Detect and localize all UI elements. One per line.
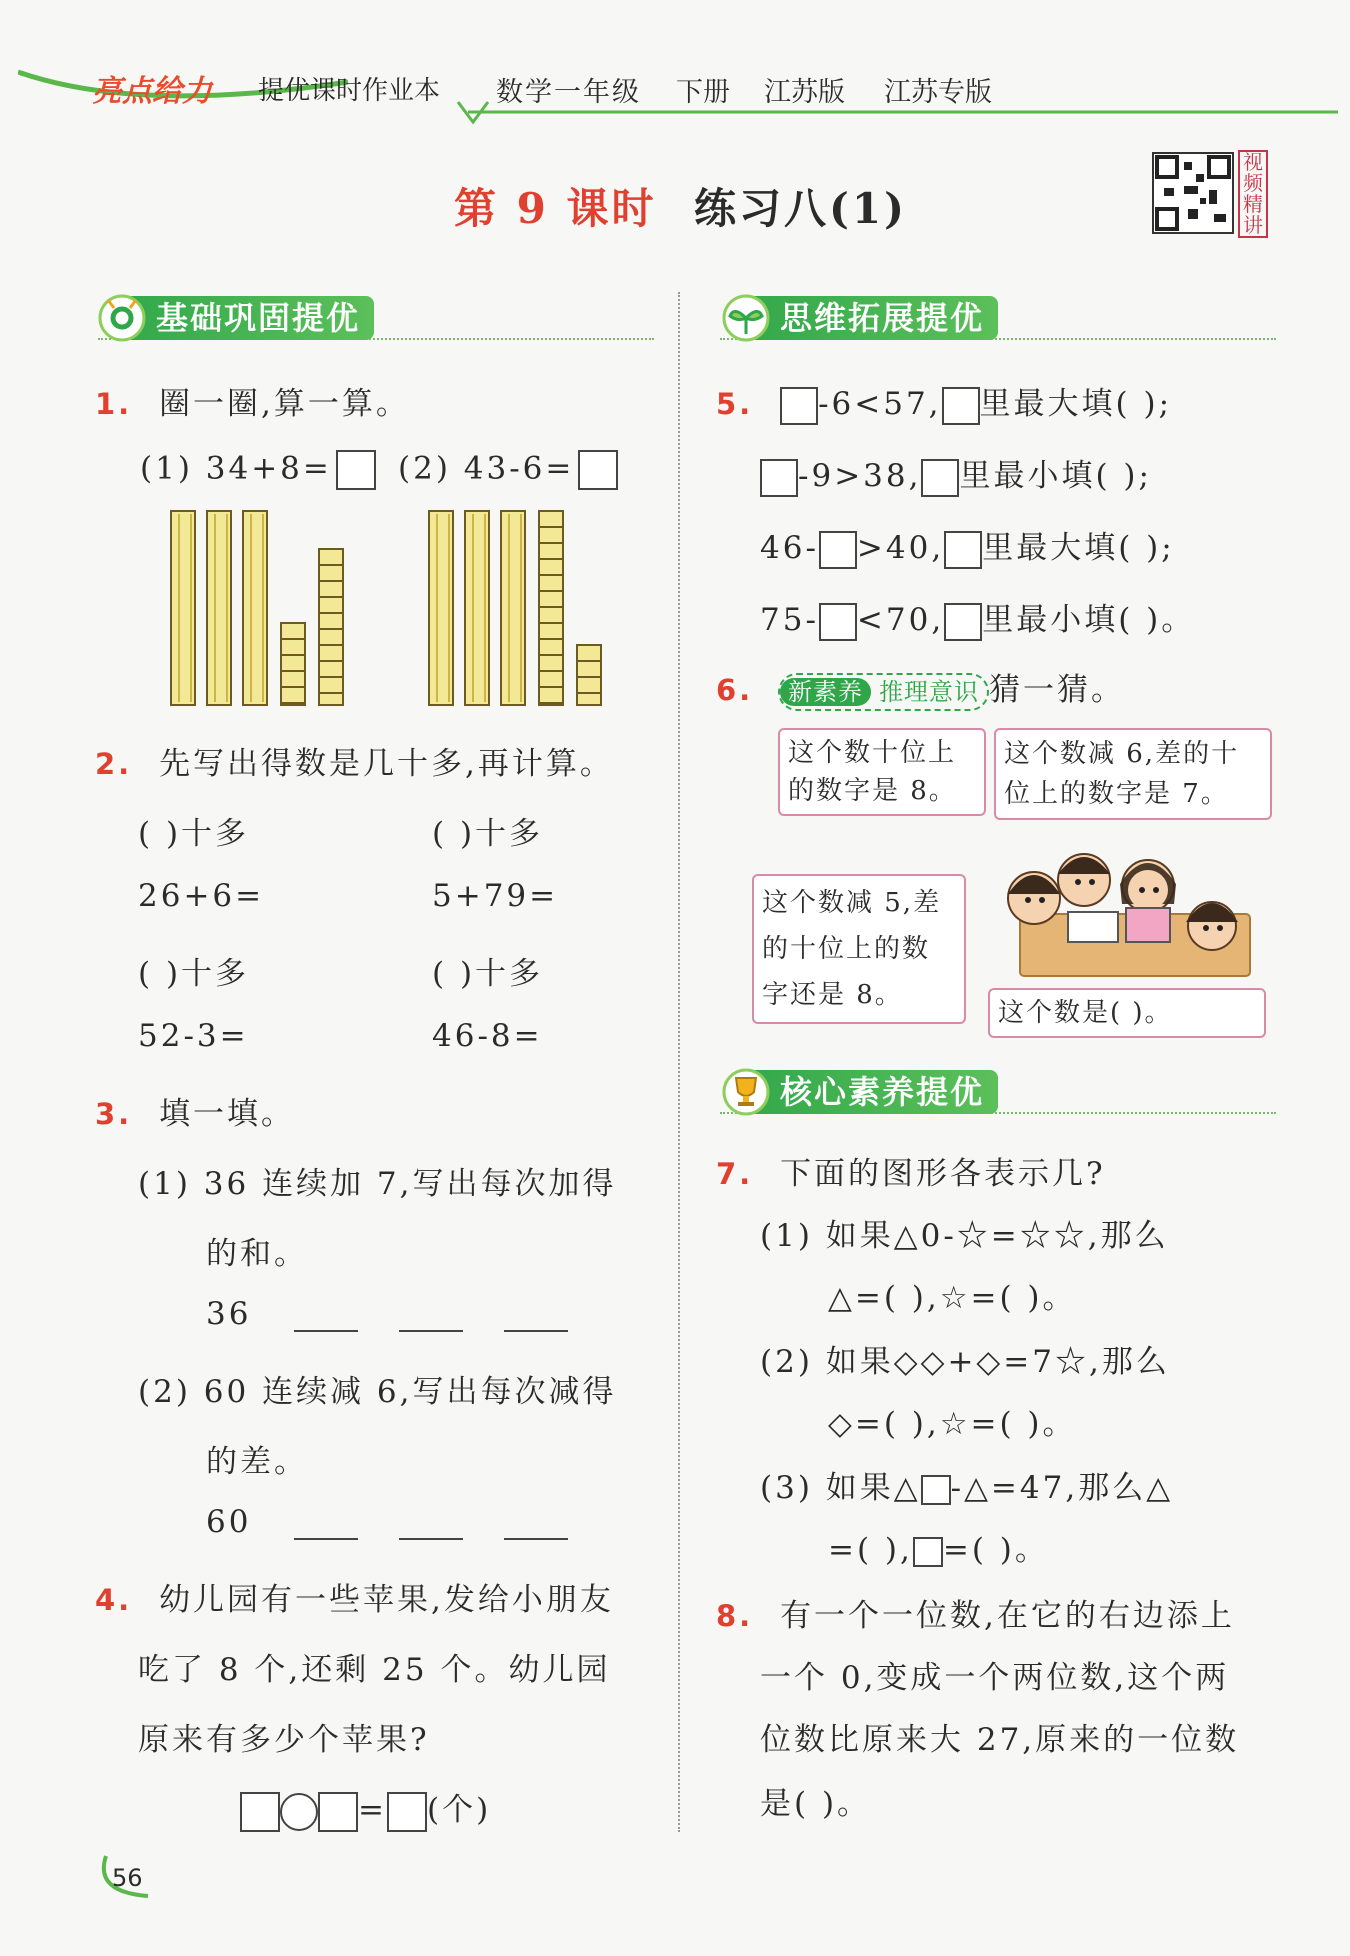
q5-row2-cond: -9>38, bbox=[798, 458, 922, 494]
q5-row1-box2[interactable] bbox=[942, 387, 980, 425]
q5-row3-pre: 46- bbox=[760, 530, 819, 566]
q4-box-2[interactable] bbox=[318, 1792, 358, 1832]
q6-answer-bubble[interactable]: 这个数是( )。 bbox=[988, 988, 1266, 1038]
q7-part3-triangle: =( ), bbox=[828, 1532, 913, 1568]
q5-row3-box[interactable] bbox=[819, 531, 857, 569]
q2-expr-3: 52-3= bbox=[138, 1018, 249, 1054]
section-core-header bbox=[724, 1070, 998, 1114]
q2 bbox=[95, 738, 614, 783]
children-reading-illustration bbox=[976, 834, 1266, 982]
q5-row2-box[interactable] bbox=[760, 459, 798, 497]
column-divider bbox=[678, 292, 680, 1832]
q7-part3-square: =( )。 bbox=[942, 1532, 1049, 1568]
unit-cubes-4 bbox=[280, 622, 306, 706]
section-thinking-header bbox=[724, 296, 998, 340]
q3-seq2-blank[interactable] bbox=[504, 1538, 568, 1540]
q3-seq2-blank[interactable] bbox=[294, 1538, 358, 1540]
q5-row2 bbox=[760, 450, 1152, 497]
q2-number: 2. bbox=[95, 747, 133, 781]
q2-tens-1: ( )十多 bbox=[138, 816, 250, 852]
q4-number: 4. bbox=[95, 1583, 133, 1617]
q4-unit: (个) bbox=[426, 1792, 492, 1828]
q5-row1 bbox=[716, 378, 1172, 425]
section-basic-title: 基础巩固提优 bbox=[100, 296, 374, 340]
q5-row3 bbox=[760, 522, 1175, 569]
q5-row4-ask: 里最小填( )。 bbox=[982, 602, 1196, 638]
ten-rod bbox=[242, 510, 268, 706]
q8-line4: 是( )。 bbox=[760, 1786, 872, 1822]
q7-square-symbol bbox=[913, 1537, 943, 1567]
q1-part2-text: (2) 43-6= bbox=[398, 450, 575, 487]
q4 bbox=[95, 1574, 614, 1619]
q4-line1: 幼儿园有一些苹果,发给小朋友 bbox=[159, 1582, 614, 1618]
q1-part1-text: (1) 34+8= bbox=[140, 450, 332, 487]
q8-line3: 位数比原来大 27,原来的一位数 bbox=[760, 1722, 1240, 1758]
q4-operator-circle[interactable] bbox=[280, 1793, 318, 1831]
ten-rod bbox=[464, 510, 490, 706]
q7-part2-line2: ◇=( ),☆=( )。 bbox=[828, 1406, 1077, 1442]
q7-part1-line1: (1) 如果△0-☆=☆☆,那么 bbox=[760, 1218, 1169, 1254]
q5-number: 5. bbox=[716, 387, 754, 421]
q3-seq2 bbox=[206, 1504, 578, 1540]
q5-row4-box2[interactable] bbox=[944, 603, 982, 641]
q2-tens-4: ( )十多 bbox=[432, 956, 544, 992]
trophy-icon bbox=[718, 1064, 774, 1120]
unit-cubes-8 bbox=[318, 548, 344, 706]
q1-number: 1. bbox=[95, 387, 133, 421]
q6-tag-box bbox=[778, 673, 989, 711]
q2-expr-2: 5+79= bbox=[432, 878, 559, 914]
q3-seq1 bbox=[206, 1296, 578, 1332]
q4-line3: 原来有多少个苹果? bbox=[138, 1722, 430, 1758]
unit-cubes-3 bbox=[576, 644, 602, 706]
q4-equals: = bbox=[358, 1792, 387, 1828]
q1-title: 圈一圈,算一算。 bbox=[159, 386, 410, 422]
q2-title: 先写出得数是几十多,再计算。 bbox=[159, 746, 614, 782]
q1-part1 bbox=[140, 450, 376, 490]
q3-part2-line1: (2) 60 连续减 6,写出每次减得 bbox=[138, 1374, 617, 1410]
q6-bubble-3: 这个数减 5,差的十位上的数字还是 8。 bbox=[752, 874, 966, 1024]
gear-leaf-icon bbox=[94, 290, 150, 346]
qr-label: 视频精讲 bbox=[1238, 150, 1268, 238]
q7-part2-line1: (2) 如果◇◇+◇=7☆,那么 bbox=[760, 1344, 1170, 1380]
q5-row2-ask: 里最小填( ); bbox=[959, 458, 1152, 494]
section-thinking-title: 思维拓展提优 bbox=[724, 296, 998, 340]
header-edition: 江苏版 bbox=[764, 77, 845, 108]
q4-box-3[interactable] bbox=[387, 1792, 427, 1832]
header-volume: 下册 bbox=[676, 77, 730, 108]
q7-part3-line1 bbox=[760, 1462, 1173, 1507]
q1-part2 bbox=[398, 450, 618, 490]
q6-tag-reasoning: 推理意识 bbox=[879, 677, 980, 706]
q5-row1-ask: 里最大填( ); bbox=[979, 386, 1173, 422]
q5-row3-cond: >40, bbox=[856, 530, 945, 566]
q6-number: 6. bbox=[716, 673, 754, 707]
q3-title: 填一填。 bbox=[159, 1096, 296, 1132]
q7-part3-line2 bbox=[828, 1524, 1049, 1569]
ten-rod bbox=[206, 510, 232, 706]
q5-row4 bbox=[760, 594, 1195, 641]
q4-equation bbox=[240, 1784, 491, 1832]
q1 bbox=[95, 378, 410, 423]
q5-row1-cond: -6<57, bbox=[818, 386, 942, 422]
q5-row4-box[interactable] bbox=[819, 603, 857, 641]
q7-number: 7. bbox=[716, 1157, 754, 1191]
q3-seq1-blank[interactable] bbox=[504, 1330, 568, 1332]
q3-seq1-blank[interactable] bbox=[399, 1330, 463, 1332]
qr-code[interactable] bbox=[1152, 152, 1234, 234]
q7 bbox=[716, 1148, 1106, 1193]
q2-expr-1: 26+6= bbox=[138, 878, 265, 914]
sprout-icon bbox=[718, 290, 774, 346]
q3-number: 3. bbox=[95, 1097, 133, 1131]
page-title: 练习八(1) bbox=[694, 184, 907, 233]
q7-part1-line2: △=( ),☆=( )。 bbox=[828, 1280, 1077, 1316]
q3-seq1-start: 36 bbox=[206, 1296, 252, 1332]
q3-seq2-blank[interactable] bbox=[399, 1538, 463, 1540]
q7-title: 下面的图形各表示几? bbox=[780, 1156, 1106, 1192]
header-special: 江苏专版 bbox=[884, 77, 992, 108]
q6-tag-new: 新素养 bbox=[780, 678, 871, 706]
q3-part1-line2: 的和。 bbox=[206, 1236, 308, 1272]
q6 bbox=[716, 664, 1125, 711]
q3 bbox=[95, 1088, 295, 1133]
header-grade: 数学一年级 bbox=[496, 77, 641, 108]
q8-number: 8. bbox=[716, 1599, 754, 1633]
q5-row4-pre: 75- bbox=[760, 602, 819, 638]
q3-seq2-start: 60 bbox=[206, 1504, 252, 1540]
q8-line2: 一个 0,变成一个两位数,这个两 bbox=[760, 1660, 1230, 1696]
q5-row4-cond: <70, bbox=[856, 602, 945, 638]
q7-square-symbol bbox=[921, 1475, 951, 1505]
q7-part3-post: -△=47,那么△ bbox=[950, 1470, 1174, 1506]
q5-row3-ask: 里最大填( ); bbox=[982, 530, 1175, 566]
q3-seq1-blank[interactable] bbox=[294, 1330, 358, 1332]
ten-rod bbox=[428, 510, 454, 706]
q3-part1-line1: (1) 36 连续加 7,写出每次加得 bbox=[138, 1166, 617, 1202]
lesson-number: 第 9 课时 bbox=[454, 184, 657, 233]
unit-cubes-10 bbox=[538, 510, 564, 706]
page-number: 56 bbox=[112, 1864, 143, 1892]
qr-code-icon bbox=[1154, 154, 1232, 232]
q3-part2-line2: 的差。 bbox=[206, 1444, 308, 1480]
series-name: 提优课时作业本 bbox=[258, 76, 441, 106]
q6-title: 猜一猜。 bbox=[989, 672, 1126, 708]
q2-expr-4: 46-8= bbox=[432, 1018, 543, 1054]
q4-line2: 吃了 8 个,还剩 25 个。幼儿园 bbox=[138, 1652, 611, 1688]
section-basic-header bbox=[100, 296, 374, 340]
q8-line1: 有一个一位数,在它的右边添上 bbox=[780, 1598, 1235, 1634]
q5-row2-box2[interactable] bbox=[921, 459, 959, 497]
header bbox=[0, 40, 1350, 120]
q7-part3-pre: (3) 如果△ bbox=[760, 1470, 921, 1506]
ten-rod bbox=[500, 510, 526, 706]
q6-bubble-1: 这个数十位上的数字是 8。 bbox=[778, 728, 986, 816]
q1-answer2-box[interactable] bbox=[578, 450, 618, 490]
q5-row3-box2[interactable] bbox=[944, 531, 982, 569]
ten-rod bbox=[170, 510, 196, 706]
q1-answer1-box[interactable] bbox=[336, 450, 376, 490]
q5-row1-box[interactable] bbox=[780, 387, 818, 425]
q6-bubble-2: 这个数减 6,差的十位上的数字是 7。 bbox=[994, 728, 1272, 820]
q2-tens-3: ( )十多 bbox=[138, 956, 250, 992]
q8 bbox=[716, 1590, 1235, 1635]
brand-logo: 亮点给力 bbox=[92, 74, 212, 109]
section-core-title: 核心素养提优 bbox=[724, 1070, 998, 1114]
q4-box-1[interactable] bbox=[240, 1792, 280, 1832]
q2-tens-2: ( )十多 bbox=[432, 816, 544, 852]
